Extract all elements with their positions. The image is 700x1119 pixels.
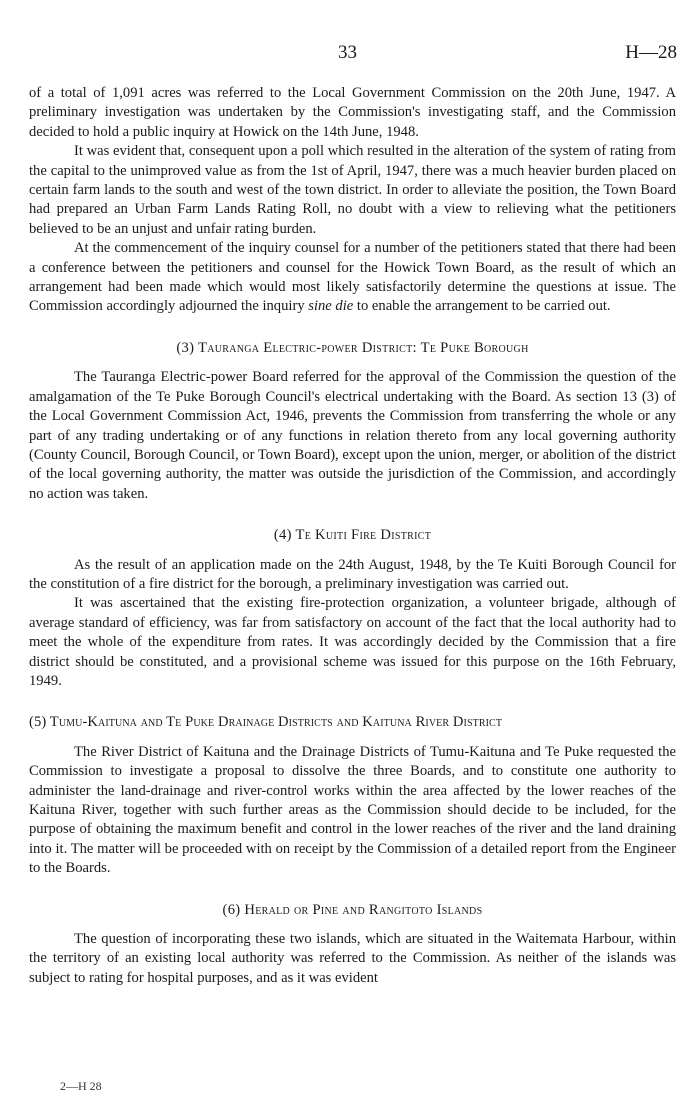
paragraph-text: At the commencement of the inquiry counsel for a number of the petitioners stated that there had been a conference between the petitioners and counsel for the Howick Town Board, as the result of which an arrangement had been made which would most likely satisfactorily determine the questions at issue. The Commission accordingly adjourned the inquiry (29, 240, 676, 315)
section-heading-islands: (6) Herald or Pine and Rangitoto Islands (222, 901, 483, 918)
paragraph-inquiry-adjourned (29, 239, 676, 317)
paragraph-islands: The question of incorporating these two islands, which are situated in the Waitemata Harbour, within the territory of an existing local authority was referred to the Commission. As neither of the islands was subject to rating for hospital purposes, and as it was evident (29, 931, 676, 986)
page-header (0, 42, 700, 66)
paragraph-kaituna-drainage: The River District of Kaituna and the Drainage Districts of Tumu-Kaituna and Te Puke requested the Commission to investigate a proposal to dissolve the three Boards, and to constitute one authority to administer the land-drainage and river-control works within the area affected by the lower reaches of the Kaituna River, together with such further areas as the Commission should decide to be included, for the purpose of obtaining the maximum benefit and control in the lower reaches of the river and the land draining into it. The matter will be proceeded with on receipt by the Commission of a detailed report from the Engineer to the Boards. (29, 743, 676, 877)
section-heading-te-kuiti: (4) Te Kuiti Fire District (273, 527, 432, 544)
paragraph-rating-burden: It was evident that, consequent upon a poll which resulted in the alteration of the system of rating from the capital to the unimproved value as from the 1st of April, 1947, there was a much heavier burden placed on certain farm lands to the south and west of the town district. In order to alleviate the position, the Town Board had prepared an Urban Farm Lands Rating Roll, no doubt with a view to relieving what the petitioners believed to be an unjust and unfair rating burden. (29, 143, 676, 237)
paragraph-tauranga-electric: The Tauranga Electric-power Board referred for the approval of the Commission the question of the amalgamation of the Te Puke Borough Council's electrical undertaking with the Board. As section 13 (3) of the Local Government Commission Act, 1946, prevents the Commission from transferring the whole or any part of any trading undertaking or of any functions in relation thereto from any local governing authority (County Council, Borough Council, or Town Board), except upon the union, merger, or abolition of the district of the local governing authority, the matter was outside the jurisdiction of the Commission, and accordingly no action was taken. (29, 369, 676, 502)
page-number: 33 (338, 42, 357, 63)
paragraph-howick-referral: of a total of 1,091 acres was referred to the Local Government Commission on the 20th June, 1947. A preliminary investigation was undertaken by the Commission's investigating staff, and the Commission decided to hold a public inquiry at Howick on the 14th June, 1948. (29, 85, 676, 140)
section-heading-kaituna: (5) Tumu-Kaituna and Te Puke Drainage Districts and Kaituna River District (29, 714, 503, 731)
paragraph-text: to enable the arrangement to be carried out. (353, 298, 611, 315)
paragraph-fire-protection: It was ascertained that the existing fire-protection organization, a volunteer brigade, although of average standard of efficiency, was far from satisfactory on account of the fact that the local authority had to meet the whole of the expenditure from rates. It was accordingly decided by the Commission that a fire district should be constituted, and a provisional scheme was issued for this purpose on the 16th February, 1949. (29, 595, 676, 689)
page-footer-signature: 2—H 28 (60, 1079, 102, 1093)
paragraph-te-kuiti-application: As the result of an application made on the 24th August, 1948, by the Te Kuiti Borough Council for the constitution of a fire district for the borough, a preliminary investigation was carried out. (29, 556, 676, 592)
latin-phrase: sine die (308, 298, 354, 315)
document-reference: H—28 (625, 42, 677, 63)
body-text (29, 84, 676, 988)
section-heading-tauranga: (3) Tauranga Electric-power District: Te Puke Borough (176, 339, 529, 356)
